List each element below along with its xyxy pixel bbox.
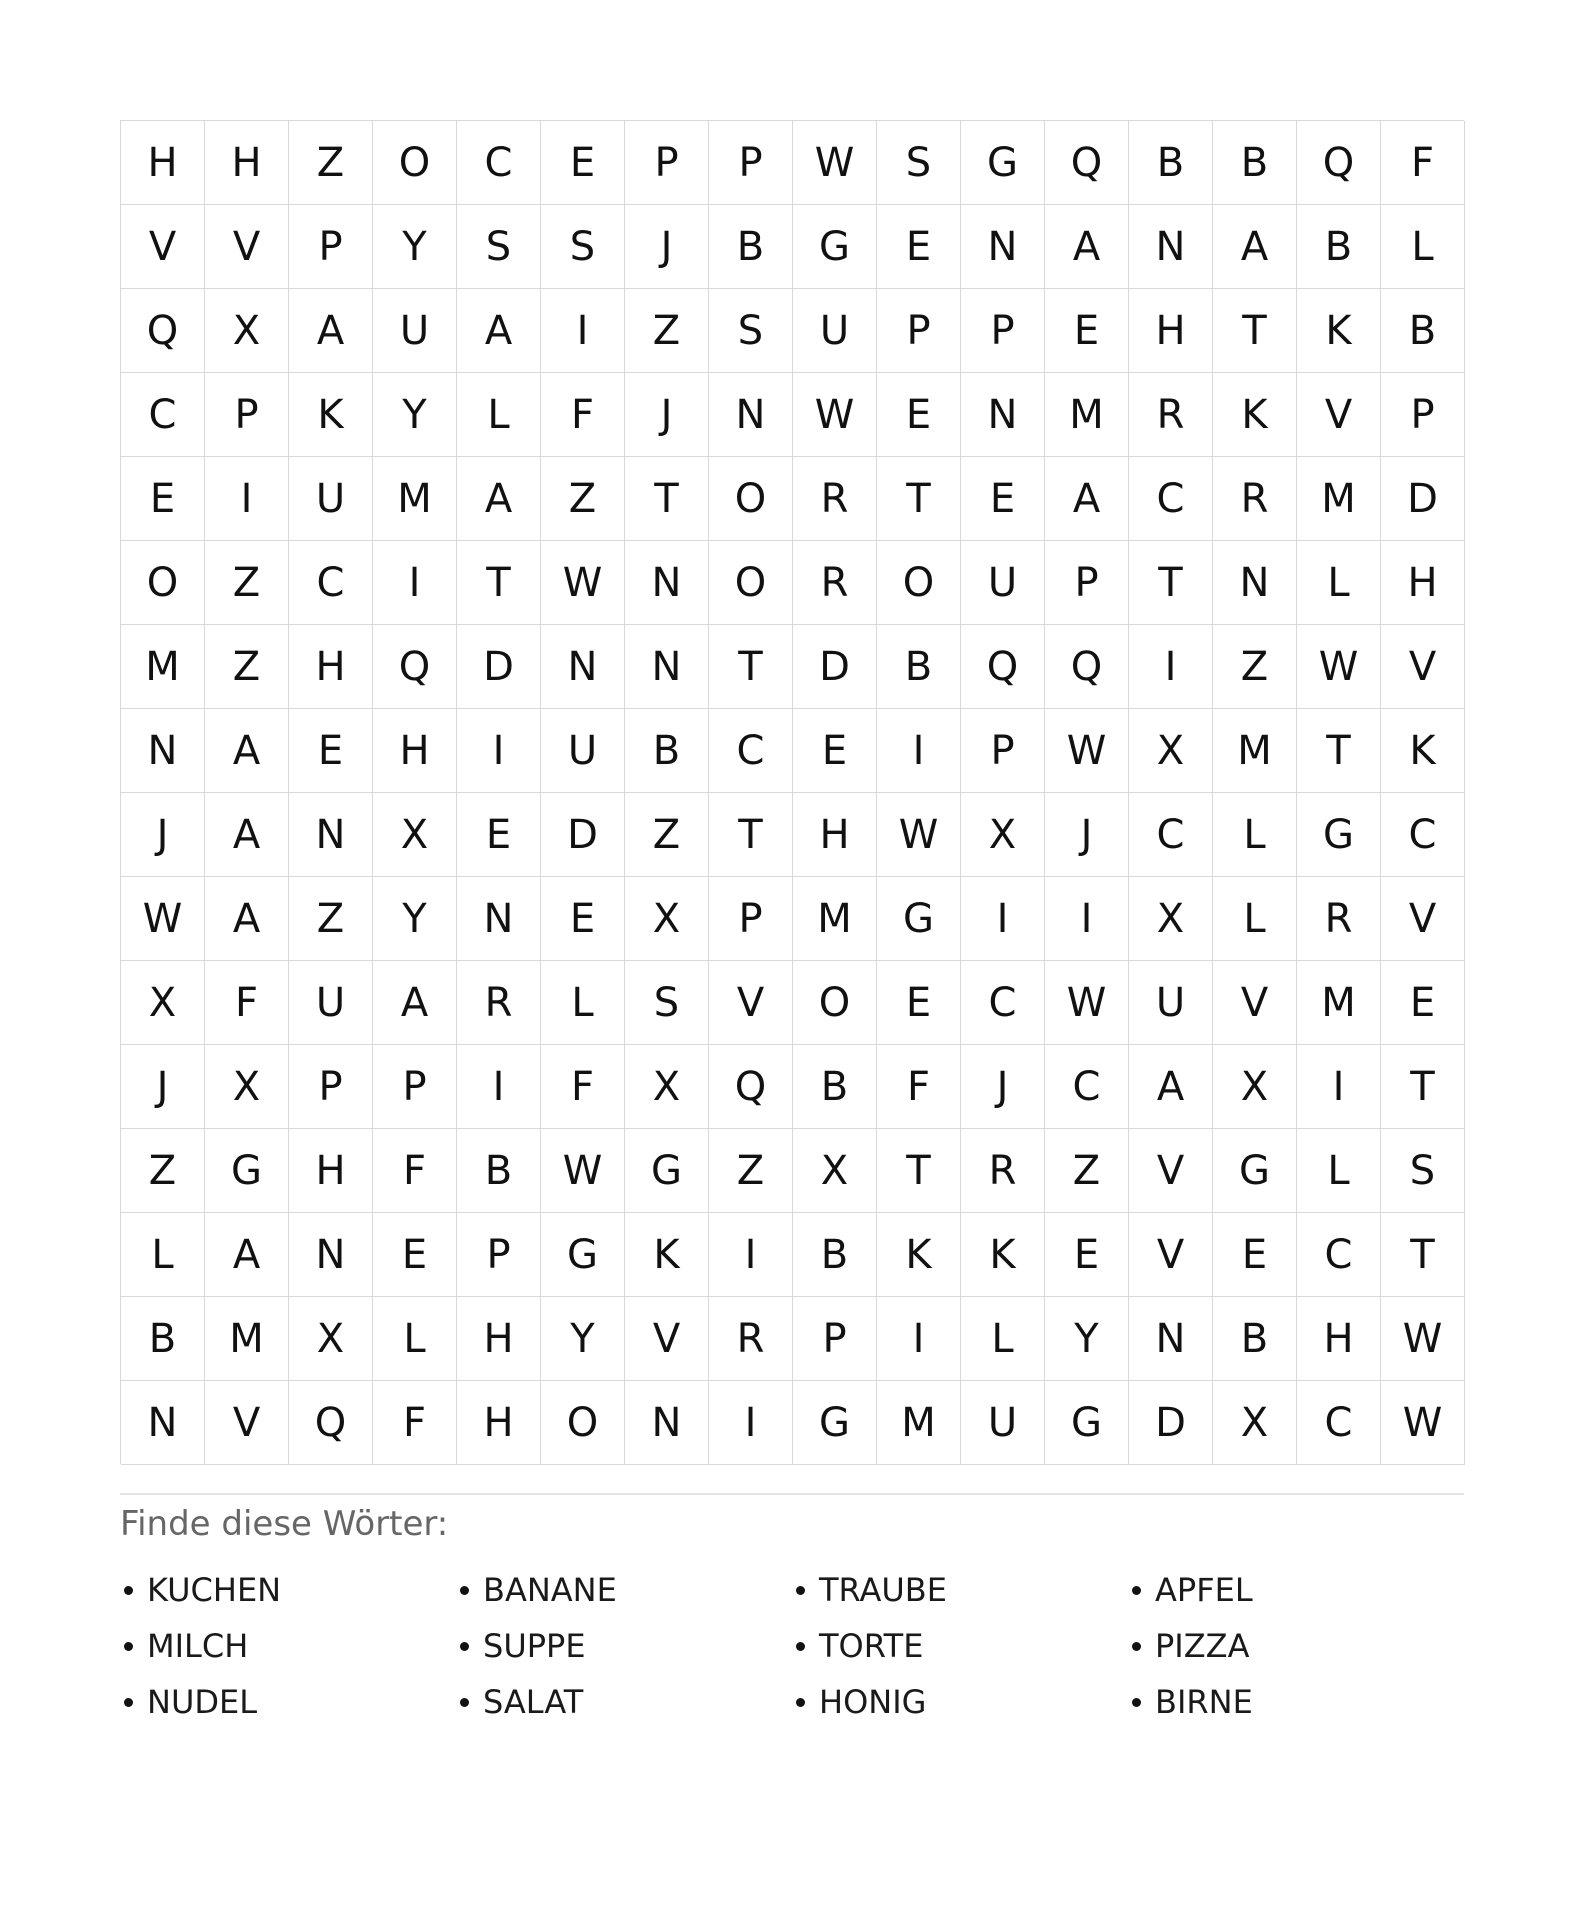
grid-cell[interactable]: E <box>373 1213 457 1297</box>
grid-cell[interactable]: D <box>1129 1381 1213 1465</box>
grid-cell[interactable]: E <box>877 961 961 1045</box>
grid-cell[interactable]: K <box>1297 289 1381 373</box>
grid-cell[interactable]: N <box>121 1381 205 1465</box>
grid-cell[interactable]: R <box>793 457 877 541</box>
grid-cell[interactable]: T <box>625 457 709 541</box>
grid-cell[interactable]: W <box>541 1129 625 1213</box>
grid-cell[interactable]: B <box>625 709 709 793</box>
grid-cell[interactable]: T <box>709 625 793 709</box>
grid-cell[interactable]: Z <box>1213 625 1297 709</box>
grid-cell[interactable]: N <box>961 205 1045 289</box>
grid-cell[interactable]: Z <box>541 457 625 541</box>
grid-cell[interactable]: A <box>205 877 289 961</box>
grid-cell[interactable]: U <box>541 709 625 793</box>
grid-cell[interactable]: N <box>625 541 709 625</box>
grid-cell[interactable]: H <box>1129 289 1213 373</box>
grid-cell[interactable]: R <box>1213 457 1297 541</box>
grid-cell[interactable]: T <box>457 541 541 625</box>
grid-cell[interactable]: W <box>877 793 961 877</box>
grid-cell[interactable]: C <box>709 709 793 793</box>
grid-cell[interactable]: K <box>961 1213 1045 1297</box>
grid-cell[interactable]: R <box>709 1297 793 1381</box>
grid-cell[interactable]: R <box>1297 877 1381 961</box>
grid-cell[interactable]: C <box>1297 1213 1381 1297</box>
grid-cell[interactable]: E <box>1045 1213 1129 1297</box>
grid-cell[interactable]: A <box>205 793 289 877</box>
grid-cell[interactable]: L <box>1213 877 1297 961</box>
grid-cell[interactable]: L <box>1213 793 1297 877</box>
grid-cell[interactable]: P <box>1045 541 1129 625</box>
grid-cell[interactable]: D <box>457 625 541 709</box>
grid-cell[interactable]: M <box>205 1297 289 1381</box>
grid-cell[interactable]: H <box>373 709 457 793</box>
bullet-icon <box>1132 1586 1141 1595</box>
word-label: KUCHEN <box>147 1571 282 1609</box>
grid-cell[interactable]: J <box>625 205 709 289</box>
word-search-grid <box>120 120 1464 1464</box>
grid-cell[interactable]: X <box>289 1297 373 1381</box>
grid-cell[interactable]: G <box>793 1381 877 1465</box>
grid-cell[interactable]: E <box>457 793 541 877</box>
grid-cell[interactable]: B <box>1213 1297 1297 1381</box>
grid-cell[interactable]: J <box>121 1045 205 1129</box>
grid-cell[interactable]: M <box>121 625 205 709</box>
grid-cell[interactable]: C <box>1129 793 1213 877</box>
grid-cell[interactable]: B <box>877 625 961 709</box>
grid-cell[interactable]: I <box>1045 877 1129 961</box>
word-list-item <box>120 1562 456 1618</box>
grid-cell[interactable]: N <box>1129 1297 1213 1381</box>
grid-cell[interactable]: E <box>541 877 625 961</box>
grid-cell[interactable]: Z <box>205 541 289 625</box>
grid-cell[interactable]: H <box>793 793 877 877</box>
grid-cell[interactable]: M <box>373 457 457 541</box>
grid-cell[interactable]: Z <box>205 625 289 709</box>
grid-cell[interactable]: P <box>793 1297 877 1381</box>
bullet-icon <box>124 1586 133 1595</box>
grid-cell[interactable]: G <box>541 1213 625 1297</box>
grid-cell[interactable]: O <box>709 457 793 541</box>
word-label: SALAT <box>483 1683 584 1721</box>
grid-cell[interactable]: T <box>1213 289 1297 373</box>
grid-cell[interactable]: V <box>1129 1213 1213 1297</box>
grid-cell[interactable]: N <box>289 1213 373 1297</box>
grid-cell[interactable]: N <box>457 877 541 961</box>
grid-cell[interactable]: P <box>205 373 289 457</box>
grid-cell[interactable]: U <box>793 289 877 373</box>
grid-cell[interactable]: E <box>877 373 961 457</box>
bullet-icon <box>1132 1698 1141 1707</box>
grid-cell[interactable]: O <box>793 961 877 1045</box>
grid-cell[interactable]: V <box>1297 373 1381 457</box>
word-label: APFEL <box>1155 1571 1253 1609</box>
grid-cell[interactable]: H <box>289 1129 373 1213</box>
grid-cell[interactable]: R <box>793 541 877 625</box>
grid-cell[interactable]: H <box>457 1297 541 1381</box>
grid-cell[interactable]: F <box>1381 121 1465 205</box>
grid-cell[interactable]: J <box>1045 793 1129 877</box>
grid-cell[interactable]: I <box>709 1381 793 1465</box>
grid-cell[interactable]: S <box>877 121 961 205</box>
grid-cell[interactable]: F <box>541 373 625 457</box>
bullet-icon <box>460 1698 469 1707</box>
grid-cell[interactable]: G <box>877 877 961 961</box>
grid-cell[interactable]: A <box>373 961 457 1045</box>
grid-cell[interactable]: G <box>961 121 1045 205</box>
grid-cell[interactable]: Q <box>1045 625 1129 709</box>
grid-cell[interactable]: L <box>1297 541 1381 625</box>
grid-cell[interactable]: F <box>541 1045 625 1129</box>
grid-cell[interactable]: A <box>205 1213 289 1297</box>
grid-cell[interactable]: S <box>457 205 541 289</box>
grid-cell[interactable]: C <box>1129 457 1213 541</box>
grid-cell[interactable]: A <box>1129 1045 1213 1129</box>
word-label: NUDEL <box>147 1683 258 1721</box>
grid-cell[interactable]: N <box>625 1381 709 1465</box>
grid-cell[interactable]: N <box>541 625 625 709</box>
grid-cell[interactable]: Z <box>1045 1129 1129 1213</box>
grid-cell[interactable]: T <box>877 457 961 541</box>
grid-cell[interactable]: Q <box>1297 121 1381 205</box>
grid-cell[interactable]: Z <box>709 1129 793 1213</box>
grid-cell[interactable]: W <box>793 373 877 457</box>
grid-cell[interactable]: P <box>709 121 793 205</box>
grid-cell[interactable]: W <box>1297 625 1381 709</box>
grid-cell[interactable]: U <box>289 961 373 1045</box>
grid-cell[interactable]: Q <box>961 625 1045 709</box>
word-list-item <box>792 1618 1128 1674</box>
grid-cell[interactable]: P <box>1381 373 1465 457</box>
grid-cell[interactable]: Y <box>373 373 457 457</box>
grid-cell[interactable]: U <box>1129 961 1213 1045</box>
grid-cell[interactable]: I <box>1129 625 1213 709</box>
grid-cell[interactable]: J <box>625 373 709 457</box>
grid-cell[interactable]: N <box>1129 205 1213 289</box>
grid-cell[interactable]: Y <box>373 877 457 961</box>
grid-cell[interactable]: D <box>541 793 625 877</box>
grid-cell[interactable]: C <box>1381 793 1465 877</box>
grid-cell[interactable]: I <box>541 289 625 373</box>
grid-cell[interactable]: N <box>625 625 709 709</box>
grid-cell[interactable]: M <box>1297 961 1381 1045</box>
grid-cell[interactable]: P <box>709 877 793 961</box>
grid-cell[interactable]: B <box>1297 205 1381 289</box>
grid-cell[interactable]: I <box>1297 1045 1381 1129</box>
grid-cell[interactable]: B <box>793 1213 877 1297</box>
grid-cell[interactable]: Q <box>121 289 205 373</box>
grid-cell[interactable]: E <box>1045 289 1129 373</box>
grid-cell[interactable]: L <box>541 961 625 1045</box>
bullet-icon <box>124 1642 133 1651</box>
grid-cell[interactable]: X <box>205 289 289 373</box>
grid-cell[interactable]: X <box>1213 1381 1297 1465</box>
grid-cell[interactable]: M <box>1297 457 1381 541</box>
grid-cell[interactable]: I <box>877 1297 961 1381</box>
grid-cell[interactable]: V <box>1129 1129 1213 1213</box>
grid-cell[interactable]: J <box>121 793 205 877</box>
grid-cell[interactable]: T <box>709 793 793 877</box>
grid-cell[interactable]: A <box>1045 457 1129 541</box>
grid-cell[interactable]: N <box>289 793 373 877</box>
grid-cell[interactable]: P <box>625 121 709 205</box>
grid-cell[interactable]: S <box>541 205 625 289</box>
grid-cell[interactable]: I <box>709 1213 793 1297</box>
grid-cell[interactable]: V <box>1381 625 1465 709</box>
grid-cell[interactable]: O <box>373 121 457 205</box>
grid-cell[interactable]: I <box>877 709 961 793</box>
grid-cell[interactable]: V <box>1213 961 1297 1045</box>
grid-cell[interactable]: O <box>541 1381 625 1465</box>
grid-cell[interactable]: C <box>457 121 541 205</box>
grid-cell[interactable]: R <box>1129 373 1213 457</box>
grid-cell[interactable]: O <box>121 541 205 625</box>
word-label: PIZZA <box>1155 1627 1250 1665</box>
word-list-item <box>120 1674 456 1730</box>
grid-cell[interactable]: C <box>961 961 1045 1045</box>
grid-cell[interactable]: B <box>793 1045 877 1129</box>
grid-cell[interactable]: B <box>121 1297 205 1381</box>
grid-cell[interactable]: Z <box>121 1129 205 1213</box>
grid-cell[interactable]: Q <box>1045 121 1129 205</box>
grid-cell[interactable]: X <box>373 793 457 877</box>
grid-cell[interactable]: H <box>1297 1297 1381 1381</box>
grid-cell[interactable]: W <box>541 541 625 625</box>
grid-cell[interactable]: O <box>709 541 793 625</box>
grid-cell[interactable]: M <box>1213 709 1297 793</box>
grid-cell[interactable]: E <box>961 457 1045 541</box>
grid-cell[interactable]: N <box>961 373 1045 457</box>
word-list-item <box>456 1674 792 1730</box>
grid-cell[interactable]: Q <box>373 625 457 709</box>
grid-cell[interactable]: P <box>289 205 373 289</box>
grid-cell[interactable]: C <box>1045 1045 1129 1129</box>
grid-cell[interactable]: J <box>961 1045 1045 1129</box>
grid-cell[interactable]: E <box>793 709 877 793</box>
grid-cell[interactable]: K <box>877 1213 961 1297</box>
grid-cell[interactable]: Y <box>1045 1297 1129 1381</box>
grid-cell[interactable]: G <box>1045 1381 1129 1465</box>
grid-cell[interactable]: A <box>457 289 541 373</box>
grid-cell[interactable]: M <box>877 1381 961 1465</box>
grid-cell[interactable]: N <box>121 709 205 793</box>
grid-cell[interactable]: A <box>1045 205 1129 289</box>
grid-cell[interactable]: U <box>289 457 373 541</box>
grid-cell[interactable]: D <box>793 625 877 709</box>
grid-cell[interactable]: N <box>1213 541 1297 625</box>
divider <box>120 1493 1464 1495</box>
grid-cell[interactable]: I <box>373 541 457 625</box>
grid-cell[interactable]: Y <box>541 1297 625 1381</box>
grid-cell[interactable]: L <box>961 1297 1045 1381</box>
grid-cell[interactable]: G <box>1213 1129 1297 1213</box>
grid-cell[interactable]: X <box>205 1045 289 1129</box>
word-list-item <box>1128 1562 1464 1618</box>
bullet-icon <box>460 1642 469 1651</box>
grid-cell[interactable]: X <box>625 1045 709 1129</box>
grid-cell[interactable]: M <box>793 877 877 961</box>
bullet-icon <box>796 1586 805 1595</box>
grid-cell[interactable]: U <box>961 541 1045 625</box>
grid-cell[interactable]: F <box>205 961 289 1045</box>
grid-cell[interactable]: I <box>457 709 541 793</box>
grid-cell[interactable]: G <box>1297 793 1381 877</box>
grid-cell[interactable]: X <box>1213 1045 1297 1129</box>
grid-cell[interactable]: V <box>205 205 289 289</box>
grid-cell[interactable]: A <box>205 709 289 793</box>
grid-cell[interactable]: F <box>877 1045 961 1129</box>
grid-cell[interactable]: F <box>373 1381 457 1465</box>
grid-cell[interactable]: Z <box>625 793 709 877</box>
grid-cell[interactable]: R <box>961 1129 1045 1213</box>
grid-cell[interactable]: B <box>1381 289 1465 373</box>
grid-cell[interactable]: E <box>121 457 205 541</box>
grid-cell[interactable]: I <box>961 877 1045 961</box>
word-label: TORTE <box>819 1627 924 1665</box>
grid-cell[interactable]: C <box>289 541 373 625</box>
grid-cell[interactable]: T <box>877 1129 961 1213</box>
grid-cell[interactable]: A <box>457 457 541 541</box>
grid-cell[interactable]: L <box>373 1297 457 1381</box>
grid-cell[interactable]: H <box>457 1381 541 1465</box>
grid-cell[interactable]: A <box>289 289 373 373</box>
grid-cell[interactable]: T <box>1129 541 1213 625</box>
grid-cell[interactable]: W <box>1381 1381 1465 1465</box>
grid-cell[interactable]: C <box>1297 1381 1381 1465</box>
grid-cell[interactable]: G <box>205 1129 289 1213</box>
grid-cell[interactable]: X <box>1129 709 1213 793</box>
grid-cell[interactable]: V <box>1381 877 1465 961</box>
grid-cell[interactable]: W <box>121 877 205 961</box>
grid-cell[interactable]: Q <box>289 1381 373 1465</box>
word-list-item <box>456 1562 792 1618</box>
bullet-icon <box>796 1642 805 1651</box>
word-label: TRAUBE <box>819 1571 947 1609</box>
grid-cell[interactable]: K <box>1213 373 1297 457</box>
grid-cell[interactable]: P <box>961 709 1045 793</box>
grid-cell[interactable]: X <box>121 961 205 1045</box>
grid-cell[interactable]: P <box>877 289 961 373</box>
grid-cell[interactable]: L <box>1297 1129 1381 1213</box>
grid-cell[interactable]: A <box>1213 205 1297 289</box>
grid-cell[interactable]: P <box>289 1045 373 1129</box>
grid-cell[interactable]: W <box>1381 1297 1465 1381</box>
grid-cell[interactable]: R <box>457 961 541 1045</box>
grid-cell[interactable]: E <box>541 121 625 205</box>
grid-cell[interactable]: I <box>205 457 289 541</box>
word-list-item <box>792 1674 1128 1730</box>
grid-cell[interactable]: G <box>625 1129 709 1213</box>
grid-cell[interactable]: V <box>121 205 205 289</box>
grid-cell[interactable]: F <box>373 1129 457 1213</box>
grid-cell[interactable]: H <box>121 121 205 205</box>
grid-cell[interactable]: Z <box>289 121 373 205</box>
grid-cell[interactable]: B <box>709 205 793 289</box>
word-list-title: Finde diese Wörter: <box>120 1504 449 1544</box>
grid-cell[interactable]: U <box>373 289 457 373</box>
grid-cell[interactable]: X <box>961 793 1045 877</box>
grid-cell[interactable]: B <box>1129 121 1213 205</box>
word-list-item <box>1128 1618 1464 1674</box>
word-label: BIRNE <box>1155 1683 1253 1721</box>
grid-cell[interactable]: E <box>1381 961 1465 1045</box>
grid-cell[interactable]: U <box>961 1381 1045 1465</box>
grid-cell[interactable]: P <box>961 289 1045 373</box>
grid-cell[interactable]: K <box>625 1213 709 1297</box>
grid-cell[interactable]: E <box>289 709 373 793</box>
grid-cell[interactable]: Q <box>709 1045 793 1129</box>
grid-cell[interactable]: L <box>121 1213 205 1297</box>
grid-cell[interactable]: N <box>709 373 793 457</box>
grid-cell[interactable]: Z <box>625 289 709 373</box>
grid-cell[interactable]: W <box>1045 961 1129 1045</box>
grid-cell[interactable]: M <box>1045 373 1129 457</box>
grid-cell[interactable]: Y <box>373 205 457 289</box>
grid-cell[interactable]: W <box>1045 709 1129 793</box>
grid-cell[interactable]: P <box>457 1213 541 1297</box>
grid-cell[interactable]: S <box>1381 1129 1465 1213</box>
grid-cell[interactable]: V <box>709 961 793 1045</box>
word-label: HONIG <box>819 1683 927 1721</box>
word-list-item <box>1128 1674 1464 1730</box>
grid-cell[interactable]: X <box>793 1129 877 1213</box>
grid-cell[interactable]: V <box>625 1297 709 1381</box>
grid-cell[interactable]: L <box>457 373 541 457</box>
bullet-icon <box>1132 1642 1141 1651</box>
grid-cell[interactable]: S <box>709 289 793 373</box>
grid-cell[interactable]: B <box>1213 121 1297 205</box>
grid-cell[interactable]: X <box>625 877 709 961</box>
word-label: BANANE <box>483 1571 617 1609</box>
grid-cell[interactable]: G <box>793 205 877 289</box>
grid-cell[interactable]: K <box>1381 709 1465 793</box>
grid-cell[interactable]: E <box>1213 1213 1297 1297</box>
grid-cell[interactable]: T <box>1381 1045 1465 1129</box>
grid-cell[interactable]: I <box>457 1045 541 1129</box>
grid-cell[interactable]: V <box>205 1381 289 1465</box>
bullet-icon <box>124 1698 133 1707</box>
word-list-item <box>120 1618 456 1674</box>
bullet-icon <box>460 1586 469 1595</box>
grid-cell[interactable]: H <box>205 121 289 205</box>
grid-cell[interactable]: K <box>289 373 373 457</box>
word-list <box>120 1562 1464 1730</box>
grid-cell[interactable]: T <box>1381 1213 1465 1297</box>
grid-cell[interactable]: S <box>625 961 709 1045</box>
grid-cell[interactable]: X <box>1129 877 1213 961</box>
grid-cell[interactable]: Z <box>289 877 373 961</box>
grid-cell[interactable]: L <box>1381 205 1465 289</box>
grid-cell[interactable]: T <box>1297 709 1381 793</box>
word-label: SUPPE <box>483 1627 586 1665</box>
grid-cell[interactable]: O <box>877 541 961 625</box>
grid-cell[interactable]: P <box>373 1045 457 1129</box>
grid-cell[interactable]: D <box>1381 457 1465 541</box>
grid-cell[interactable]: C <box>121 373 205 457</box>
grid-cell[interactable]: W <box>793 121 877 205</box>
word-list-item <box>456 1618 792 1674</box>
bullet-icon <box>796 1698 805 1707</box>
grid-cell[interactable]: H <box>289 625 373 709</box>
word-list-item <box>792 1562 1128 1618</box>
grid-cell[interactable]: E <box>877 205 961 289</box>
grid-cell[interactable]: B <box>457 1129 541 1213</box>
word-label: MILCH <box>147 1627 249 1665</box>
grid-cell[interactable]: H <box>1381 541 1465 625</box>
